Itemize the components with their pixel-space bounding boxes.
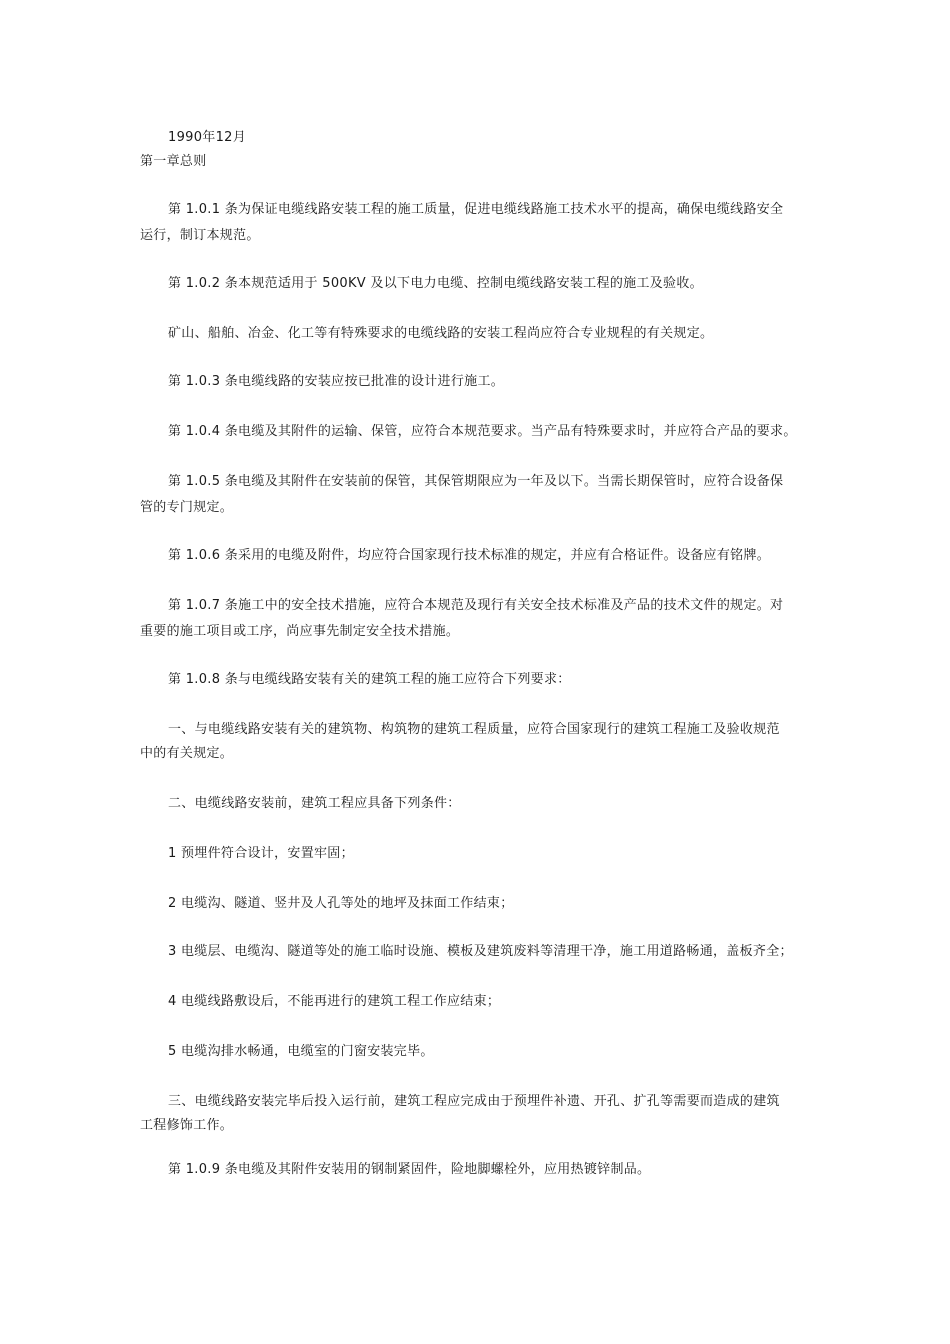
article-1-0-1-line2: 运行，制订本规范。 [140, 228, 260, 243]
article-1-0-7-line1: 第 1.0.7 条施工中的安全技术措施，应符合本规范及现行有关安全技术标准及产品的技术文件的规定。对 [168, 598, 784, 613]
condition-1: 1 预埋件符合设计，安置牢固； [168, 846, 354, 861]
condition-4: 4 电缆线路敷设后，不能再进行的建筑工程工作应结束； [168, 994, 501, 1009]
article-1-0-4: 第 1.0.4 条电缆及其附件的运输、保管，应符合本规范要求。当产品有特殊要求时，并应符合产品的要求。 [168, 424, 797, 439]
item-one-line2: 中的有关规定。 [140, 746, 234, 761]
article-1-0-7-line2: 重要的施工项目或工序，尚应事先制定安全技术措施。 [140, 624, 460, 639]
article-1-0-2-note: 矿山、船舶、冶金、化工等有特殊要求的电缆线路的安装工程尚应符合专业规程的有关规定。 [168, 326, 714, 341]
item-three-line2: 工程修饰工作。 [140, 1118, 234, 1133]
document-date: 1990年12月 [168, 130, 247, 145]
article-1-0-6: 第 1.0.6 条采用的电缆及附件，均应符合国家现行技术标准的规定，并应有合格证件。设备应有铭牌。 [168, 548, 771, 563]
condition-5: 5 电缆沟排水畅通，电缆室的门窗安装完毕。 [168, 1044, 434, 1059]
article-1-0-9: 第 1.0.9 条电缆及其附件安装用的钢制紧固件，险地脚螺栓外，应用热镀锌制品。 [168, 1162, 651, 1177]
item-two: 二、电缆线路安装前，建筑工程应具备下列条件： [168, 796, 461, 811]
article-1-0-5-line1: 第 1.0.5 条电缆及其附件在安装前的保管，其保管期限应为一年及以下。当需长期保管时，应符合设备保 [168, 474, 784, 489]
article-1-0-1-line1: 第 1.0.1 条为保证电缆线路安装工程的施工质量，促进电缆线路施工技术水平的提高，确保电缆线路安全 [168, 202, 784, 217]
chapter-heading: 第一章总则 [140, 154, 207, 169]
condition-3: 3 电缆层、电缆沟、隧道等处的施工临时设施、模板及建筑废料等清理干净，施工用道路畅通，盖板齐全； [168, 944, 793, 959]
item-one-line1: 一、与电缆线路安装有关的建筑物、构筑物的建筑工程质量，应符合国家现行的建筑工程施工及验收规范 [168, 722, 780, 737]
item-three-line1: 三、电缆线路安装完毕后投入运行前，建筑工程应完成由于预埋件补遗、开孔、扩孔等需要而造成的建筑 [168, 1094, 780, 1109]
article-1-0-2: 第 1.0.2 条本规范适用于 500KV 及以下电力电缆、控制电缆线路安装工程的施工及验收。 [168, 276, 703, 291]
condition-2: 2 电缆沟、隧道、竖井及人孔等处的地坪及抹面工作结束； [168, 896, 514, 911]
article-1-0-3: 第 1.0.3 条电缆线路的安装应按已批准的设计进行施工。 [168, 374, 505, 389]
article-1-0-5-line2: 管的专门规定。 [140, 500, 234, 515]
article-1-0-8: 第 1.0.8 条与电缆线路安装有关的建筑工程的施工应符合下列要求： [168, 672, 571, 687]
